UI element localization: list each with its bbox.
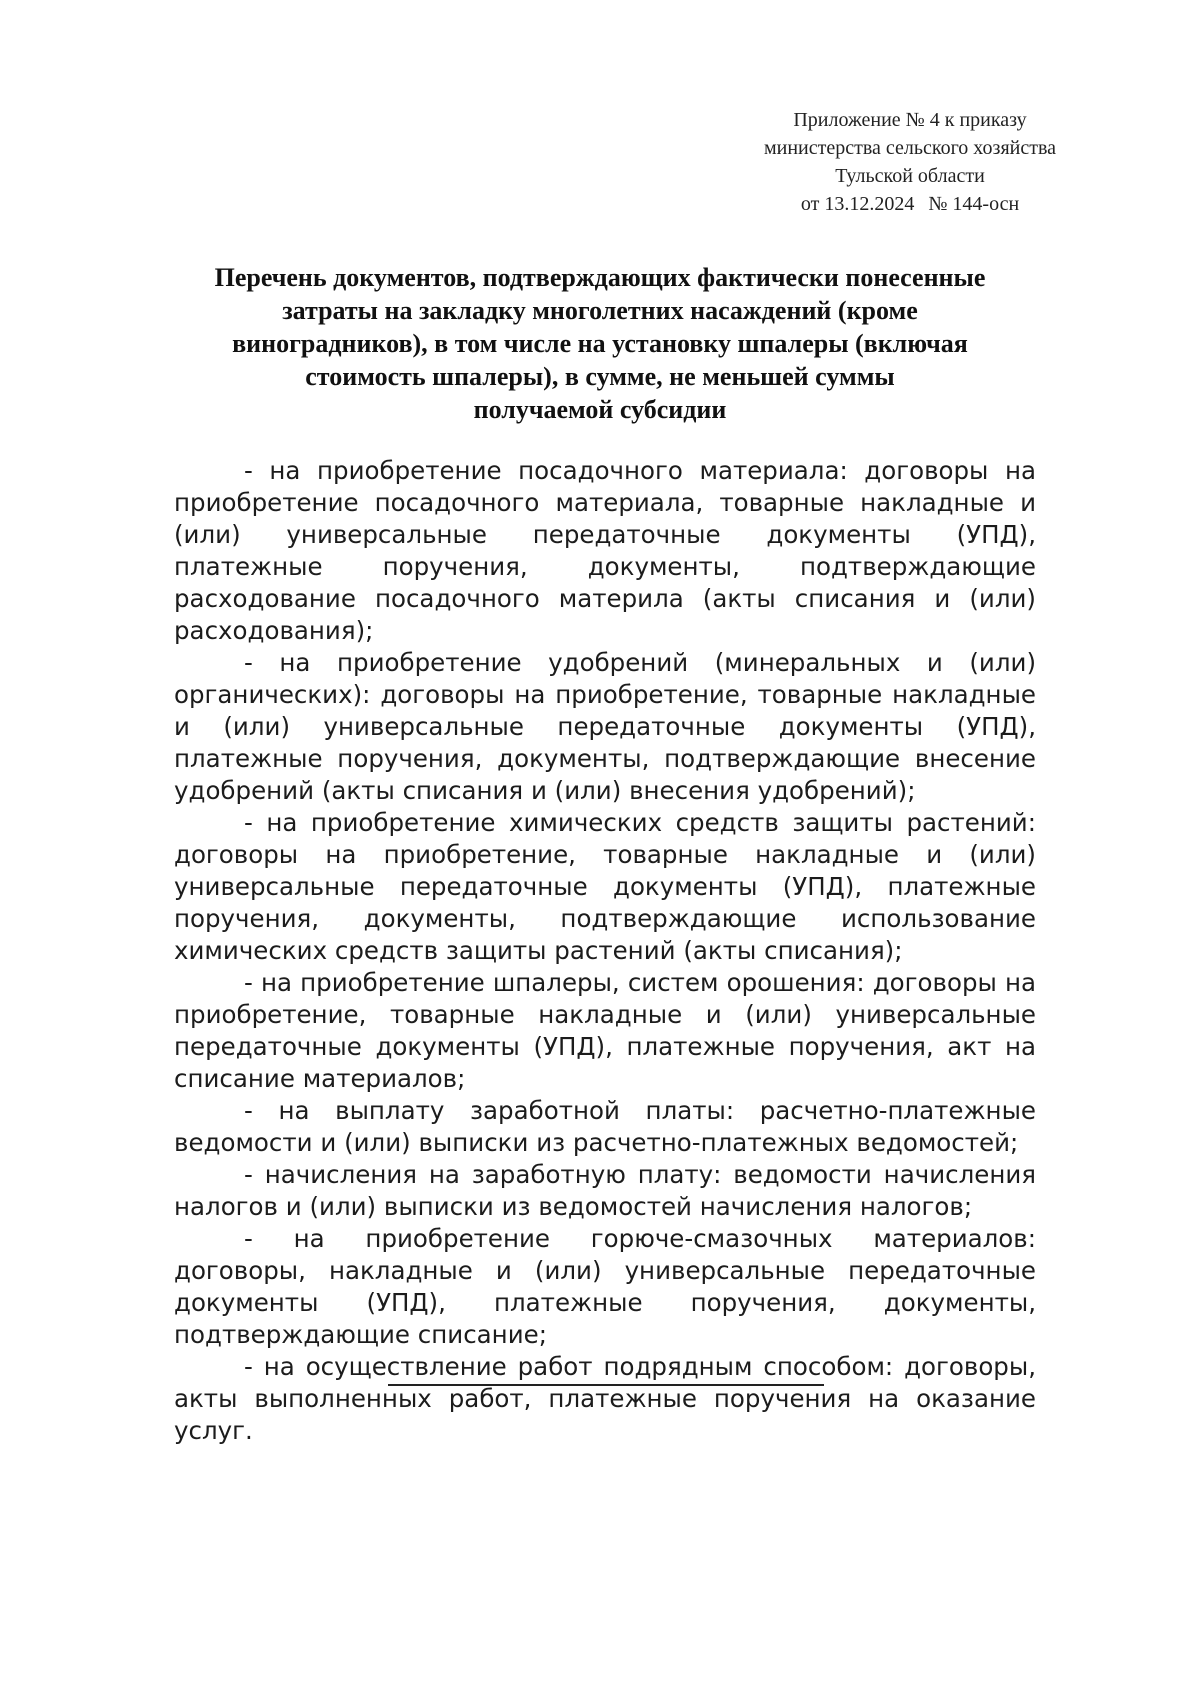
list-item: - на приобретение удобрений (минеральных и (или) органических): договоры на приобретение, товарные накладные и (или) универсальные передаточные документы (УПД), платежные поручения, документы, подтверждающие внесение удобрений (акты списания и (или) внесения удобрений); xyxy=(174,648,1036,805)
appendix-date-line xyxy=(700,190,1120,218)
order-date: от 13.12.2024 xyxy=(800,193,915,215)
list-item: - на осуществление работ подрядным способом: договоры, акты выполненных работ, платежные поручения на оказание услуг. xyxy=(174,1352,1036,1445)
order-number: № 144-осн xyxy=(928,193,1020,215)
closing-rule xyxy=(388,1384,824,1386)
title-line: затраты на закладку многолетних насаждений (кроме xyxy=(282,296,918,325)
title-line: получаемой субсидии xyxy=(473,395,727,424)
list-item: - начисления на заработную плату: ведомости начисления налогов и (или) выписки из ведомостей начисления налогов; xyxy=(174,1160,1036,1221)
list-item: - на приобретение посадочного материала: договоры на приобретение посадочного материала, товарные накладные и (или) универсальные передаточные документы (УПД), платежные поручения, документы, подтверждающие расходование посадочного материла (акты списания и (или) расходования); xyxy=(174,456,1036,645)
appendix-line: Приложение № 4 к приказу xyxy=(793,109,1027,131)
document-list xyxy=(174,455,1036,1447)
list-item: - на приобретение горюче-смазочных материалов: договоры, накладные и (или) универсальные передаточные документы (УПД), платежные поручения, документы, подтверждающие списание; xyxy=(174,1224,1036,1349)
appendix-line: Тульской области xyxy=(835,165,985,187)
list-item: - на приобретение шпалеры, систем орошения: договоры на приобретение, товарные накладные и (или) универсальные передаточные документы (УПД), платежные поручения, акт на списание материалов; xyxy=(174,968,1036,1093)
document-title xyxy=(150,261,1050,426)
list-item: - на приобретение химических средств защиты растений: договоры на приобретение, товарные накладные и (или) универсальные передаточные документы (УПД), платежные поручения, документы, подтверждающие использование химических средств защиты растений (акты списания); xyxy=(174,808,1036,965)
appendix-line: министерства сельского хозяйства xyxy=(763,137,1057,159)
title-line: стоимость шпалеры), в сумме, не меньшей суммы xyxy=(305,362,895,391)
title-line: виноградников), в том числе на установку шпалеры (включая xyxy=(232,329,968,358)
list-item: - на выплату заработной платы: расчетно-платежные ведомости и (или) выписки из расчетно-платежных ведомостей; xyxy=(174,1096,1036,1157)
title-line: Перечень документов, подтверждающих фактически понесенные xyxy=(214,263,986,292)
appendix-header xyxy=(700,106,1120,218)
